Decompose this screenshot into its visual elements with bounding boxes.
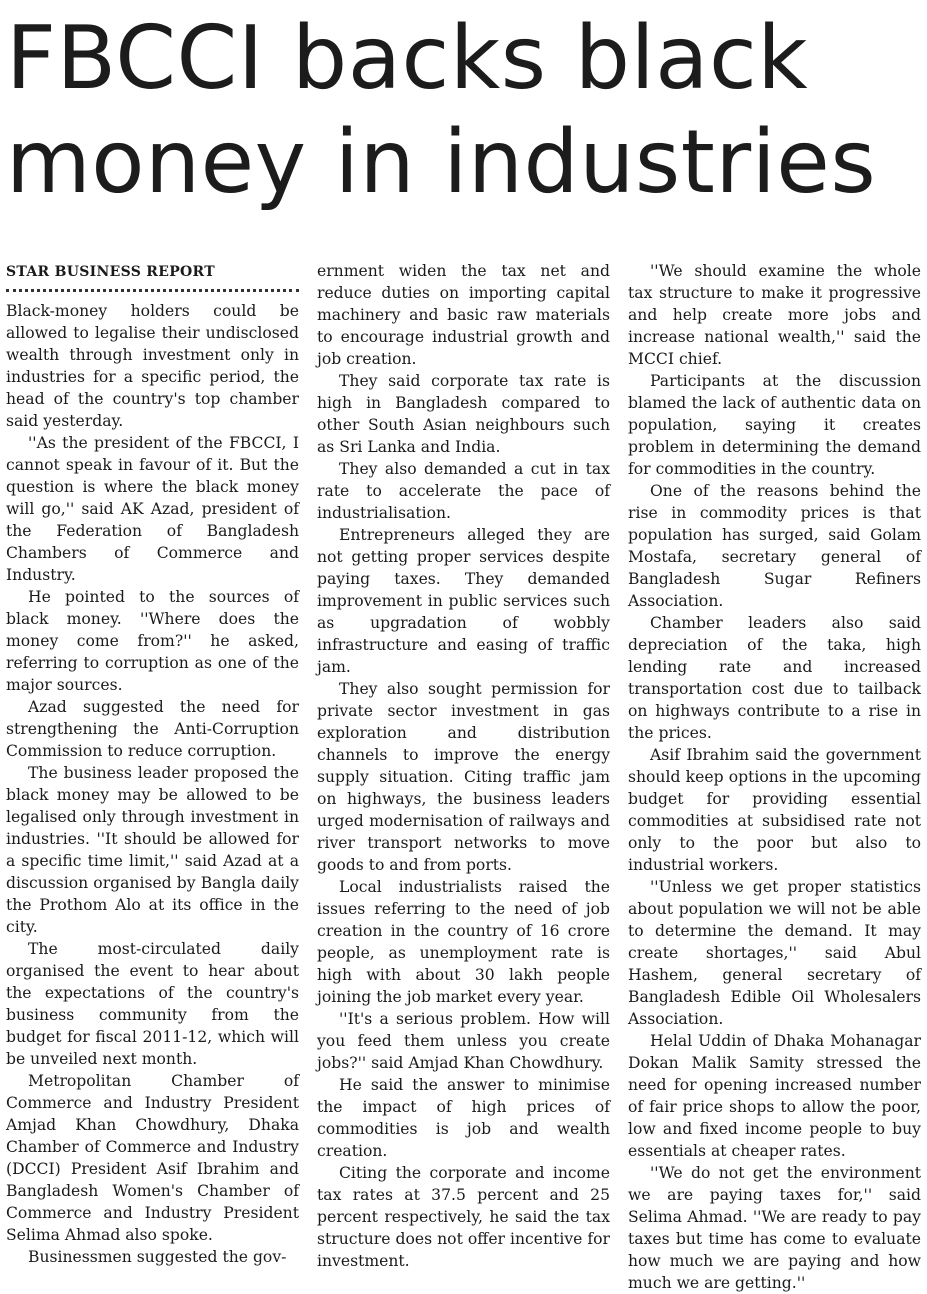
article-column-1 — [6, 260, 299, 1268]
headline-line-2: money in industries — [6, 111, 877, 213]
article-column-3 — [628, 260, 921, 1294]
paragraph: ernment widen the tax net and reduce duties on importing capital machinery and basic raw materials to encourage industrial growth and job creation. — [317, 262, 610, 368]
paragraph: ''Unless we get proper statistics about population we will not be able to determine the demand. It may create shortages,'' said Abul Hashem, general secretary of Bangladesh Edible Oil Wholesalers Association. — [628, 878, 921, 1028]
paragraph: Chamber leaders also said depreciation of the taka, high lending rate and increased transportation cost due to tailback on highways contribute to a rise in the prices. — [628, 614, 921, 742]
paragraph: The business leader proposed the black money may be allowed to be legalised only through investment in industries. ''It should be allowed for a specific time limit,'' said Azad at a discussion organised by Bangla daily the Prothom Alo at its office in the city. — [6, 764, 299, 936]
paragraph: ''It's a serious problem. How will you feed them unless you create jobs?'' said Amjad Khan Chowdhury. — [317, 1010, 610, 1072]
paragraph: ''We should examine the whole tax structure to make it progressive and help create more jobs and increase national wealth,'' said the MCCI chief. — [628, 262, 921, 368]
paragraph: He pointed to the sources of black money. ''Where does the money come from?'' he asked, referring to corruption as one of the major sources. — [6, 588, 299, 694]
paragraph: Black-money holders could be allowed to legalise their undisclosed wealth through investment only in industries for a specific period, the head of the country's top chamber said yesterday. — [6, 302, 299, 430]
paragraph: Entrepreneurs alleged they are not getting proper services despite paying taxes. They demanded improvement in public services such as upgradation of wobbly infrastructure and easing of traffic jam. — [317, 526, 610, 676]
paragraph: Metropolitan Chamber of Commerce and Industry President Amjad Khan Chowdhury, Dhaka Chamber of Commerce and Industry (DCCI) President Asif Ibrahim and Bangladesh Women's Chamber of Commerce and Industry President Selima Ahmad also spoke. — [6, 1072, 299, 1244]
paragraph: The most-circulated daily organised the event to hear about the expectations of the country's business community from the budget for fiscal 2011-12, which will be unveiled next month. — [6, 940, 299, 1068]
byline-divider — [6, 289, 299, 292]
paragraph: He said the answer to minimise the impact of high prices of commodities is job and wealth creation. — [317, 1076, 610, 1160]
paragraph: Helal Uddin of Dhaka Mohanagar Dokan Malik Samity stressed the need for opening increased number of fair price shops to allow the poor, low and fixed income people to buy essentials at cheaper rates. — [628, 1032, 921, 1160]
paragraph: They also demanded a cut in tax rate to accelerate the pace of industrialisation. — [317, 460, 610, 522]
paragraph: Participants at the discussion blamed the lack of authentic data on population, saying it creates problem in determining the demand for commodities in the country. — [628, 372, 921, 478]
paragraph: They also sought permission for private sector investment in gas exploration and distribution channels to improve the energy supply situation. Citing traffic jam on highways, the business leaders urged modernisation of railways and river transport networks to move goods to and from ports. — [317, 680, 610, 874]
article-column-2 — [317, 260, 610, 1272]
paragraph: Asif Ibrahim said the government should keep options in the upcoming budget for providing essential commodities at subsidised rate not only to the poor but also to industrial workers. — [628, 746, 921, 874]
paragraph: ''We do not get the environment we are paying taxes for,'' said Selima Ahmad. ''We are ready to pay taxes but time has come to evaluate how much we are paying and how much we are getting.'' — [628, 1164, 921, 1292]
paragraph: Azad suggested the need for strengthening the Anti-Corruption Commission to reduce corruption. — [6, 698, 299, 760]
paragraph: Businessmen suggested the gov- — [28, 1248, 287, 1266]
paragraph: Local industrialists raised the issues referring to the need of job creation in the country of 16 crore people, as unemployment rate is high with about 30 lakh people joining the job market every year. — [317, 878, 610, 1006]
byline: STAR BUSINESS REPORT — [6, 264, 215, 280]
headline — [6, 6, 921, 214]
paragraph: One of the reasons behind the rise in commodity prices is that population has surged, said Golam Mostafa, secretary general of Bangladesh Sugar Refiners Association. — [628, 482, 921, 610]
paragraph: They said corporate tax rate is high in Bangladesh compared to other South Asian neighbours such as Sri Lanka and India. — [317, 372, 610, 456]
paragraph: Citing the corporate and income tax rates at 37.5 percent and 25 percent respectively, he said the tax structure does not offer incentive for investment. — [317, 1164, 610, 1270]
paragraph: ''As the president of the FBCCI, I cannot speak in favour of it. But the question is where the black money will go,'' said AK Azad, president of the Federation of Bangladesh Chambers of Commerce and Industry. — [6, 434, 299, 584]
headline-line-1: FBCCI backs black — [6, 7, 809, 109]
